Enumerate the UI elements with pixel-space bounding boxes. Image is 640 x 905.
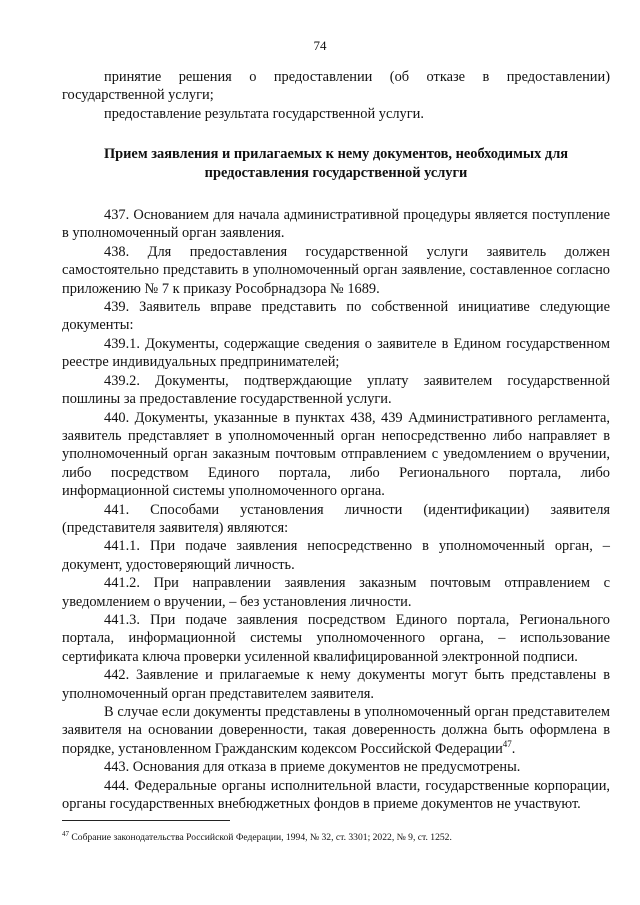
paragraph-443: 443. Основания для отказа в приеме документов не предусмотрены. bbox=[104, 759, 521, 776]
document-body bbox=[62, 68, 610, 813]
paragraph-441-2: 441.2. При направлении заявления заказным почтовым отправлением с уведомлением о вручении, – без установления личности. bbox=[62, 575, 610, 610]
intro-paragraph-1: принятие решения о предоставлении (об отказе в предоставлении) государственной услуги; bbox=[62, 69, 610, 104]
intro-paragraph-2: предоставление результата государственной услуги. bbox=[104, 105, 424, 122]
page-number: 74 bbox=[313, 38, 327, 53]
paragraph-444: 444. Федеральные органы исполнительной власти, государственные корпорации, органы государственных внебюджетных фондов в приеме документов не участвуют. bbox=[62, 777, 610, 813]
paragraph-438: 438. Для предоставления государственной услуги заявитель должен самостоятельно представить в уполномоченный орган заявление, составленное согласно приложению № 7 к приказу Рособрнадзора № 1689. bbox=[62, 243, 610, 297]
paragraph-439-2: 439.2. Документы, подтверждающие уплату заявителем государственной пошлины за предоставление государственной услуги. bbox=[62, 372, 610, 408]
paragraph-439-1: 439.1. Документы, содержащие сведения о заявителе в Едином государственном реестре индивидуальных предпринимателей; bbox=[62, 335, 610, 371]
paragraph-442-continuation-text: В случае если документы представлены в уполномоченный орган представителем заявителя на основании доверенности, такая доверенность должна быть оформлена в порядке, установленном Гражданским кодексом Российской Федерации bbox=[62, 704, 610, 757]
paragraph-441-3: 441.3. При подаче заявления посредством Единого портала, Регионального портала, информационной системы уполномоченного органа, – использование сертификата ключа проверки усиленной квалифицированной электронной подписи. bbox=[62, 611, 610, 665]
paragraph-439: 439. Заявитель вправе представить по собственной инициативе следующие документы: bbox=[62, 299, 610, 334]
paragraph-441-1: 441.1. При подаче заявления непосредственно в уполномоченный орган, – документ, удостоверяющий личность. bbox=[62, 538, 610, 573]
paragraph-442: 442. Заявление и прилагаемые к нему документы могут быть представлены в уполномоченный орган представителем заявителя. bbox=[62, 667, 610, 702]
footnote bbox=[62, 829, 610, 844]
paragraph-441: 441. Способами установления личности (идентификации) заявителя (представителя заявителя) являются: bbox=[62, 501, 610, 536]
section-heading: Прием заявления и прилагаемых к нему документов, необходимых для предоставления государственной услуги bbox=[103, 146, 569, 181]
footnote-text: Собрание законодательства Российской Федерации, 1994, № 32, ст. 3301; 2022, № 9, ст. 1252. bbox=[71, 832, 452, 843]
paragraph-442-continuation-end: . bbox=[511, 740, 516, 757]
footnote-reference-47: 47 bbox=[502, 739, 512, 750]
paragraph-442-continuation bbox=[62, 703, 610, 758]
footnote-divider bbox=[62, 820, 230, 821]
paragraph-437: 437. Основанием для начала административной процедуры является поступление в уполномоченный орган заявления. bbox=[62, 207, 610, 242]
footnote-number: 47 bbox=[62, 829, 69, 838]
paragraph-440: 440. Документы, указанные в пунктах 438, 439 Административного регламента, заявитель представляет в уполномоченный орган непосредственно либо направляет в уполномоченный орган заказным почтовым отправлением с уведомлением о вручении, либо посредством Единого портала, либо Регионального портала, либо информационной системы уполномоченного органа. bbox=[62, 409, 610, 500]
